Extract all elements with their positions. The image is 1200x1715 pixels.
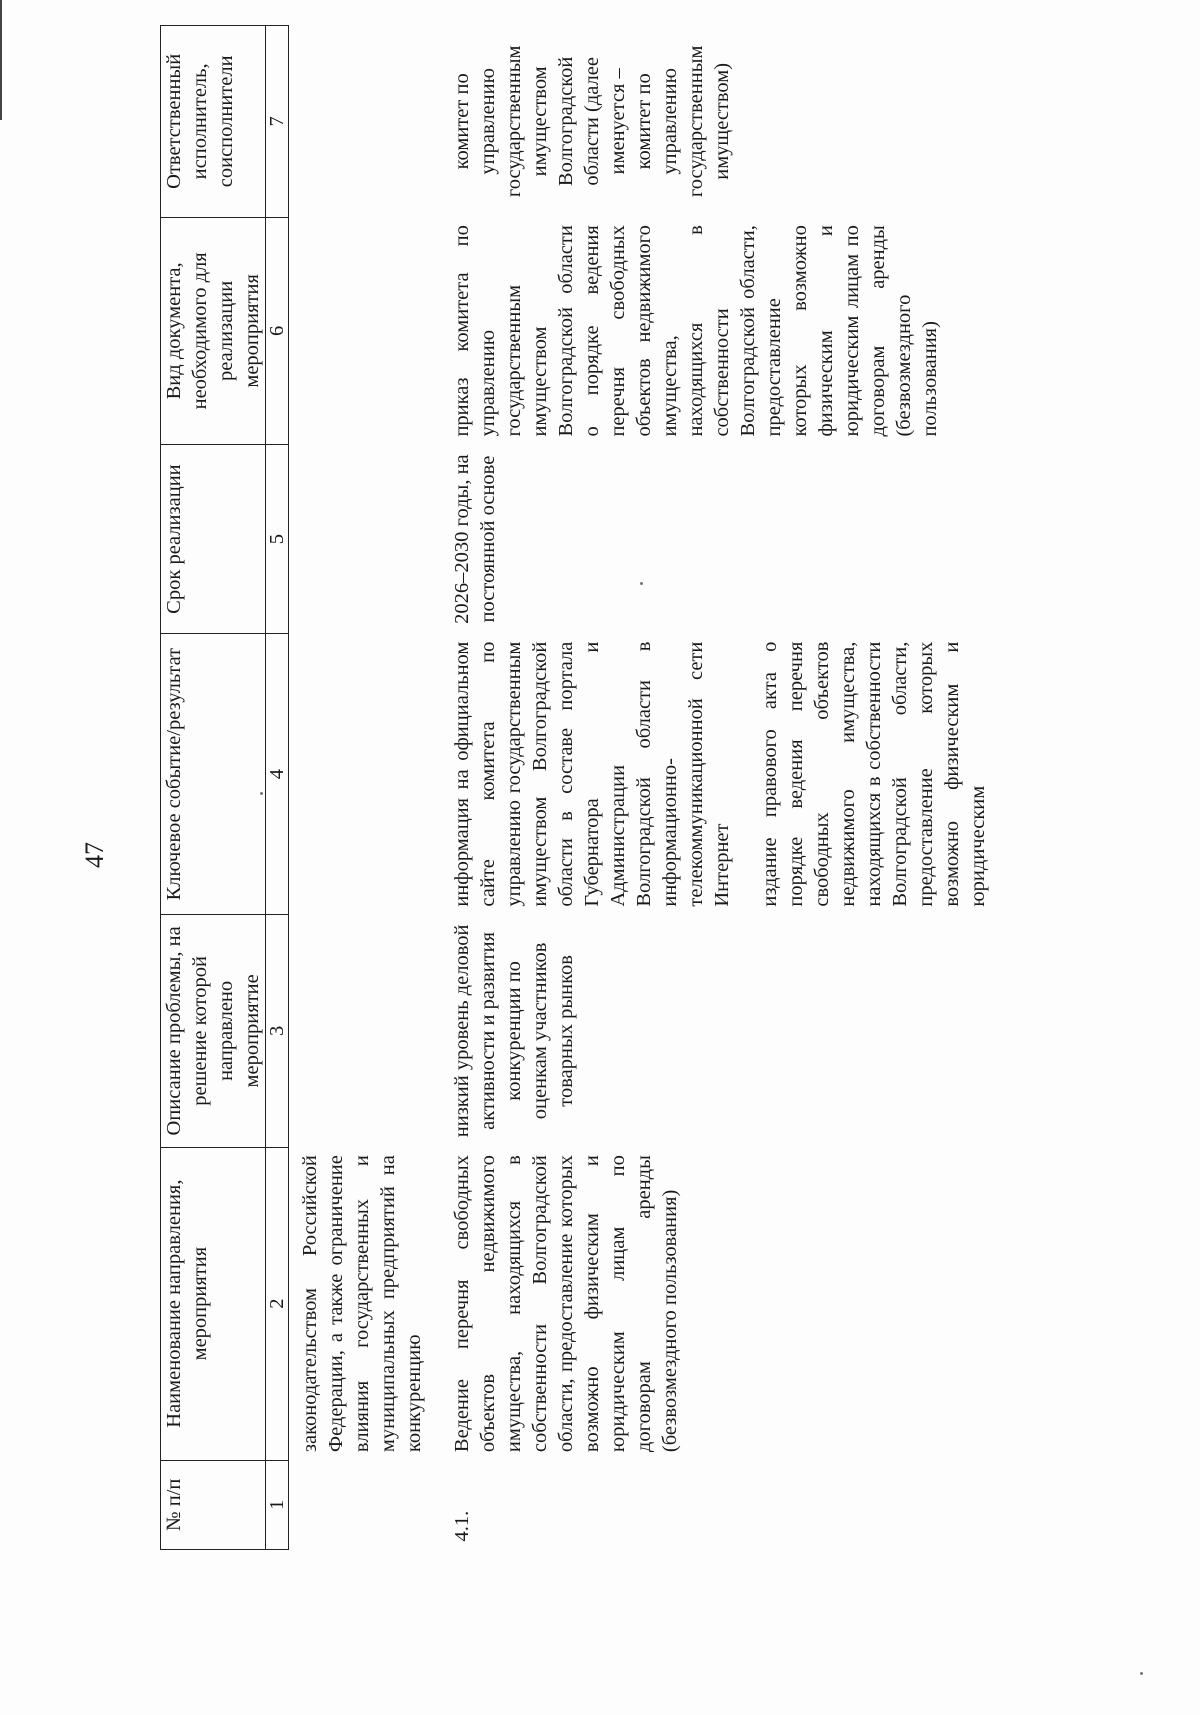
row-cell-result [427, 634, 991, 915]
table-row-4-1 [427, 26, 991, 1550]
header-col-2: Наименование направления, мероприятия [161, 1147, 266, 1460]
header-col-6: Вид документа, необходимого для реализации мероприятия [161, 217, 266, 444]
column-number-row [266, 26, 289, 1550]
page-number: 47 [80, 842, 109, 868]
row-cell-executor: комитет по управлению государственным имуществом Волгоградской области (далее именуется – комитет по управлению государственным имуществом) [451, 45, 733, 198]
row-number: 4.1. [451, 1510, 473, 1542]
header-col-4: Ключевое событие/результат [161, 634, 266, 915]
table-row-continuation [289, 26, 428, 1550]
col-number-3: 3 [266, 915, 289, 1147]
header-col-7: Ответственный исполнитель, соисполнители [161, 26, 266, 218]
col-number-1: 1 [266, 1460, 289, 1549]
col-number-5: 5 [266, 445, 289, 634]
col-number-2: 2 [266, 1147, 289, 1460]
measures-table [160, 25, 991, 1550]
scan-speck [260, 792, 263, 795]
table-header [161, 26, 289, 1550]
header-col-1: № п/п [161, 1460, 266, 1549]
col-number-6: 6 [266, 217, 289, 444]
row-cell-problem: низкий уровень деловой активности и развития конкуренции по оценкам участников товарных рынков [451, 924, 577, 1138]
row-cell-document: приказ комитета по управлению государственным имуществом Волгоградской области о порядке ведения перечня свободных объектов недвижимого имущества, находящихся в собственности Волгоградской области, предоставление которых возможно физическим и юридическим лицам по договорам аренды (безвозмездного пользования) [451, 225, 941, 437]
scan-speck [1140, 1672, 1143, 1675]
result-text-b: издание правового акта о порядке ведения перечня свободных объектов недвижимого имущества, находящихся в собственности Волгоградской области, предоставление которых возможно физическим и юридическим [759, 641, 989, 907]
continuation-cell-2: законодательством Российской Федерации, а также ограничение влияния государственных и муниципальных предприятий на конкуренцию [299, 1155, 425, 1453]
col-number-7: 7 [266, 26, 289, 218]
row-cell-measure-name: Ведение перечня свободных объектов недвижимого имущества, находящихся в собственности Волгоградской области, предоставление которых возможно физическим и юридическим лицам по договорам аренды (безвозмездного пользования) [451, 1155, 681, 1453]
result-text-a: информация на официальном сайте комитета по управлению государственным имуществом Волгоградской области в составе портала Губернатора и Администрации Волгоградской области в информационно-телекоммуникационной сети Интернет [451, 641, 733, 907]
row-cell-term: 2026–2030 годы, на постоянной основе [451, 454, 499, 624]
col-number-4: 4 [266, 634, 289, 915]
header-col-5: Срок реализации [161, 445, 266, 634]
header-col-3: Описание проблемы, на решение которой направлено мероприятие [161, 915, 266, 1147]
scan-speck [640, 582, 643, 585]
